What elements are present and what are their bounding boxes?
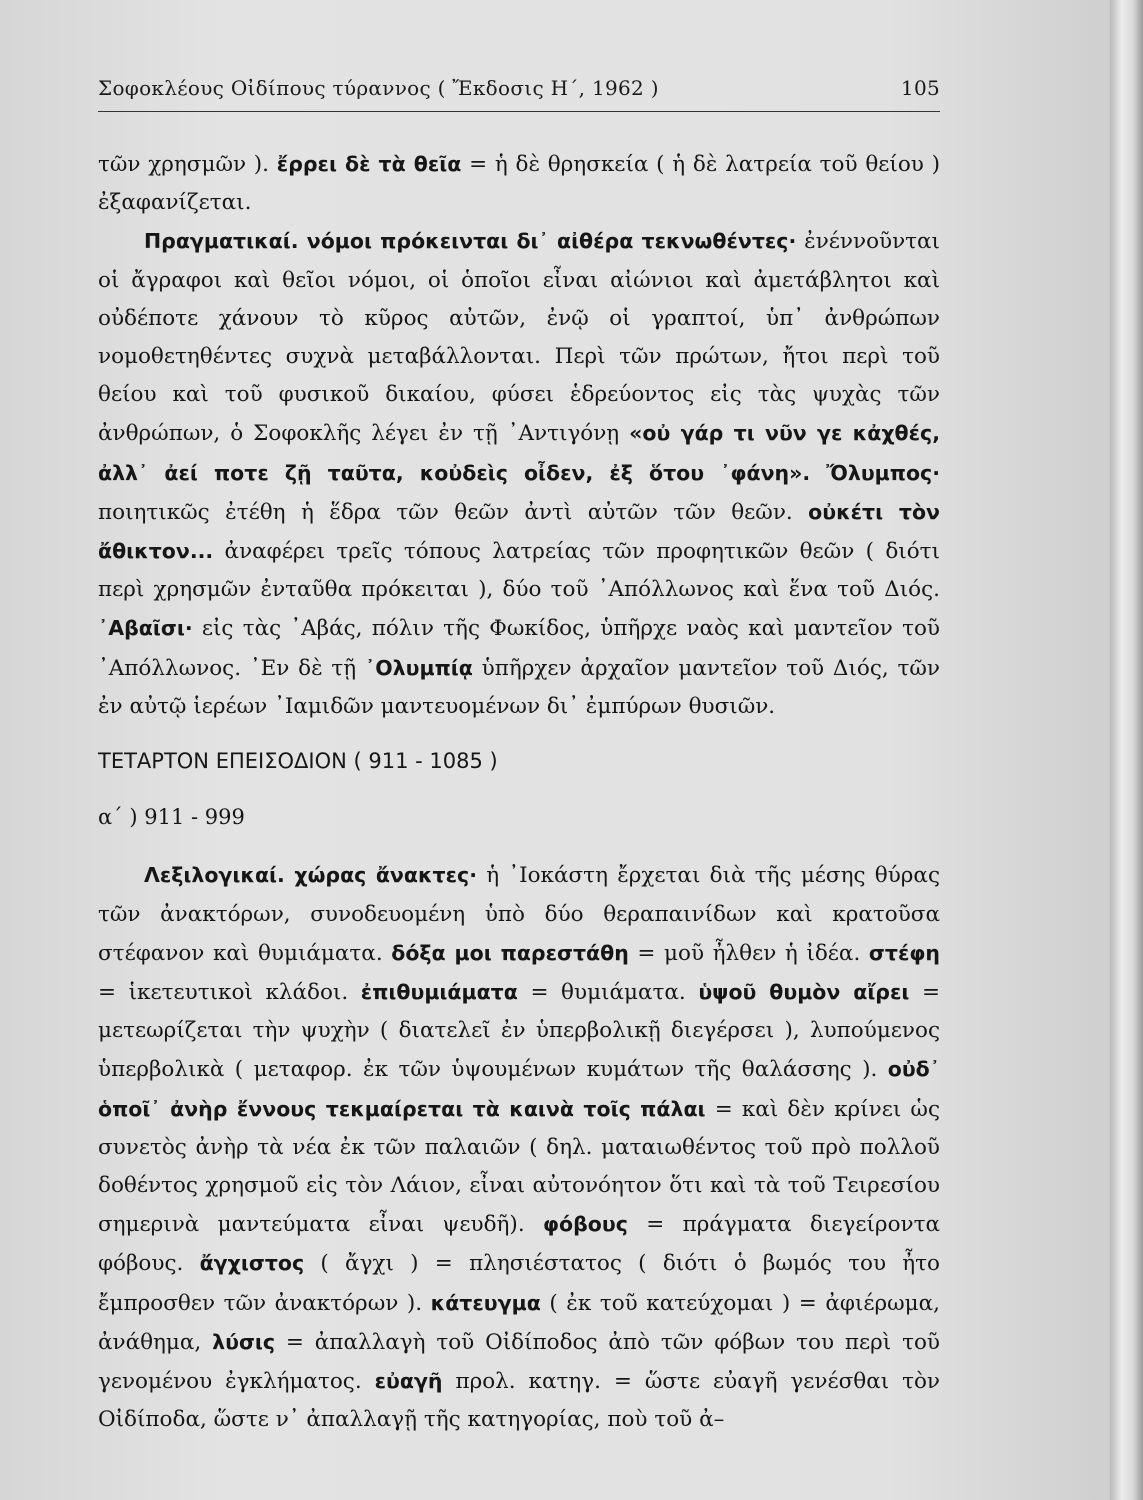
text-run: = μοῦ ἦλθεν ἡ ἰδέα. — [628, 940, 869, 966]
subsection-heading: α΄ ) 911 - 999 — [98, 805, 245, 830]
bold-term: «οὐ γάρ τι νῦν γε κἀχθές, ἀλλ᾽ ἀεί ποτε ζῇ ταῦτα, κοὐδεὶς οἶδεν, ἐξ ὅτου ᾽φάνη». Ὄλυμπος· — [98, 421, 940, 485]
bold-term: εὐαγῆ — [374, 1369, 443, 1394]
text-run: ( ἄγχι ) = πλησιέστατος ( διότι ὁ βωμός του ἦτο ἔμπροσθεν τῶν ἀνακτόρων ). — [98, 1251, 941, 1316]
bold-term: δόξα μοι παρεστάθη — [391, 940, 629, 965]
bold-term: κάτευγμα — [430, 1290, 541, 1315]
bold-term: στέφη — [868, 940, 940, 965]
bold-term: φόβους — [543, 1212, 628, 1237]
text-run: = καὶ δὲν κρίνει ὡς συνετὸς ἀνὴρ τὰ νέα ἐκ τῶν παλαιῶν ( δηλ. ματαιωθέντος τοῦ πρὸ πολλοῦ δοθέντος χρησμοῦ εἰς τὸν Λάιον, εἶναι αὐτονόητον ὅτι καὶ τὰ τοῦ Τειρεσίου σημερινὰ μαντεύματα εἶναι ψευδῆ). — [98, 1096, 940, 1238]
bold-term: ᾽Ολυμπίᾳ — [365, 655, 473, 680]
bold-term: λύσις — [212, 1329, 276, 1354]
paragraph-lexilogikai — [98, 856, 940, 1439]
page-edge — [1110, 0, 1143, 1500]
text-run: = πράγματα διεγείροντα φόβους. — [98, 1212, 941, 1277]
text-run: = ἱκετευτικοὶ κλάδοι. — [98, 980, 361, 1006]
paragraph-pragmatikai — [98, 222, 940, 726]
text-run: ἐνέννοῦνται οἱ ἄγραφοι καὶ θεῖοι νόμοι, οἱ ὁποῖοι εἶναι αἰώνιοι καὶ ἀμετάβλητοι καὶ οὐδέποτε χάνουν τὸ κῦρος αὐτῶν, ἐνῷ οἱ γραπτοί, ὑπ᾽ ἀνθρώπων νομοθετηθέντες συχνὰ μεταβάλλονται. Περὶ τῶν πρώτων, ἤτοι περὶ τοῦ θείου καὶ τοῦ φυσικοῦ δικαίου, φύσει ἑδρεύοντος εἰς τὰς ψυχὰς τῶν ἀνθρώπων, ὁ Σοφοκλῆς λέγει ἐν τῇ ᾽Αντιγόνῃ — [98, 229, 940, 447]
header-rule — [98, 111, 940, 112]
bold-term: οὐδ᾽ ὁποῖ᾽ ἀνὴρ ἔννους τεκμαίρεται τὰ καινὰ τοῖς πάλαι — [98, 1057, 940, 1121]
bold-term: Λεξιλογικαί. χώρας ἄνακτες· — [144, 863, 477, 888]
text-run: εἰς τὰς ᾽Αβάς, πόλιν τῆς Φωκίδος, ὑπῆρχε ναὸς καὶ μαντεῖον τοῦ ᾽Απόλλωνος. ᾽Εν δὲ τῇ — [98, 616, 940, 681]
text-run: προλ. κατηγ. = ὥστε εὐαγῆ γενέσθαι τὸν Οἰδίποδα, ὥστε ν᾽ ἀπαλλαγῇ τῆς κατηγορίας, ποὺ τοῦ ἀ– — [98, 1369, 941, 1433]
text-run: ὑπῆρχεν ἀρχαῖον μαντεῖον τοῦ Διός, τῶν ἐν αὐτῷ ἱερέων ᾽Ιαμιδῶν μαντευομένων δι᾽ ἐμπύρων θυσιῶν. — [98, 655, 940, 719]
bold-term: Πραγματικαί. νόμοι πρόκεινται δι᾽ αἰθέρα τεκνωθέντες· — [144, 229, 797, 254]
bold-term: ᾽Αβαῖσι· — [98, 616, 193, 641]
running-header — [98, 76, 940, 100]
header-title: Σοφοκλέους Οἰδίπους τύραννος ( Ἔκδοσις Η΄, 1962 ) — [98, 76, 659, 100]
text-run: τῶν χρησμῶν ). — [98, 152, 277, 177]
text-run: ἡ ᾽Ιοκάστη ἔρχεται διὰ τῆς μέσης θύρας τῶν ἀνακτόρων, συνοδευομένη ὑπὸ δύο θεραπαινίδων καὶ κρατοῦσα στέφανον καὶ θυμιάματα. — [98, 863, 940, 966]
text-run: = μετεωρίζεται τὴν ψυχὴν ( διατελεῖ ἐν ὑπερβολικῇ διεγέρσει ), λυπούμενος ὑπερβολικὰ ( μεταφορ. ἐκ τῶν ὑψουμένων κυμάτων τῆς θαλάσσης ). — [98, 980, 941, 1083]
bold-term: ἐπιθυμιάματα — [360, 980, 518, 1005]
bold-term: ὑψοῦ θυμὸν αἴρει — [698, 980, 910, 1005]
bold-term: οὐκέτι τὸν ἄθικτον... — [98, 499, 940, 564]
section-heading: ΤΕΤΑΡΤΟΝ ΕΠΕΙΣΟΔΙΟΝ ( 911 - 1085 ) — [98, 749, 498, 774]
text-run: = ἡ δὲ θρησκεία ( ἡ δὲ λατρεία τοῦ θείου ) ἐξαφανίζεται. — [98, 152, 940, 216]
text-run: = θυμιάματα. — [517, 980, 699, 1006]
bold-term: ἔρρει δὲ τὰ θεῖα — [276, 152, 462, 176]
page-body — [98, 145, 940, 1440]
text-run: ποιητικῶς ἐτέθη ἡ ἕδρα τῶν θεῶν ἀντὶ αὐτῶν τῶν θεῶν. — [98, 499, 809, 525]
bold-term: ἄγχιστος — [199, 1251, 305, 1276]
text-run: ( ἐκ τοῦ κατεύχομαι ) = ἀφιέρωμα, ἀνάθημα, — [98, 1290, 940, 1355]
page-number: 105 — [900, 76, 940, 100]
text-run: ἀναφέρει τρεῖς τόπους λατρείας τῶν προφητικῶν θεῶν ( διότι περὶ χρησμῶν ἐνταῦθα πρόκειται ), δύο τοῦ ᾽Απόλλωνος καὶ ἕνα τοῦ Διός. — [98, 539, 940, 603]
paragraph-continuation — [98, 145, 940, 222]
text-run: = ἀπαλλαγὴ τοῦ Οἰδίποδος ἀπὸ τῶν φόβων του περὶ τοῦ γενομένου ἐγκλήματος. — [98, 1329, 940, 1395]
